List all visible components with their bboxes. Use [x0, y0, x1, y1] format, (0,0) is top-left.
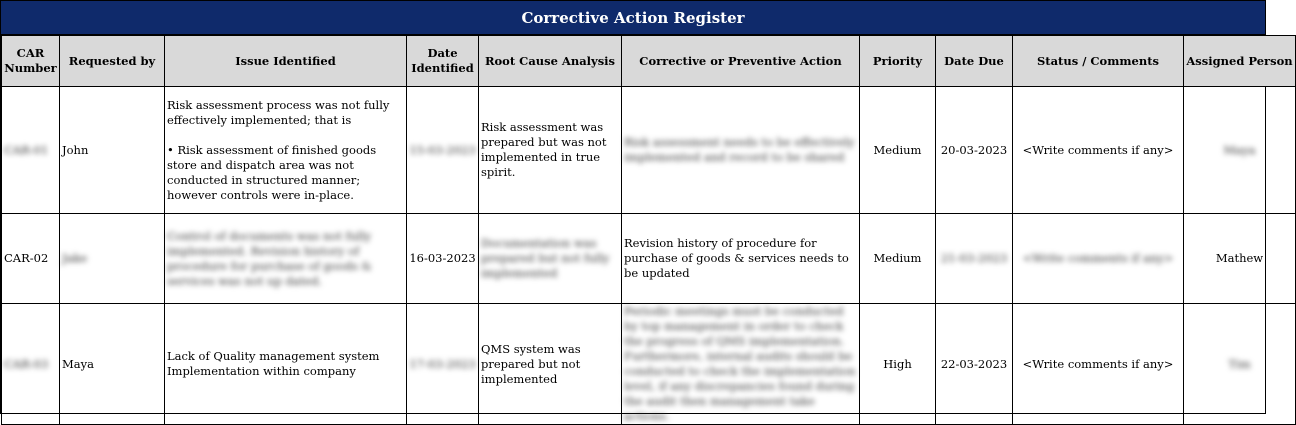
table-row [2, 87, 1296, 214]
assigned-cell[interactable]: Mathew [1184, 214, 1296, 304]
status-cell[interactable]: <Write comments if any> [1013, 304, 1184, 425]
col-header-status[interactable]: Status / Comments [1013, 36, 1184, 87]
priority-cell[interactable]: Medium [860, 214, 936, 304]
col-header-date-identified[interactable]: Date Identified [407, 36, 479, 87]
status-cell[interactable]: <Write comments if any> [1013, 87, 1184, 214]
col-header-assigned[interactable]: Assigned Person [1184, 36, 1296, 87]
date-identified-cell[interactable]: 15-03-2023 [407, 87, 479, 214]
car-number-cell[interactable]: CAR-02 [2, 214, 60, 304]
issue-bullet: • Risk assessment of finished goods store and dispatch area was not conducted in structured manner; however controls were in-place. [167, 142, 377, 202]
requested-by-cell[interactable]: Jake [60, 214, 165, 304]
register-table [1, 35, 1296, 425]
sheet-title: Corrective Action Register [1, 1, 1265, 35]
status-cell[interactable]: <Write comments if any> [1013, 214, 1184, 304]
priority-cell[interactable]: Medium [860, 87, 936, 214]
col-header-requested-by[interactable]: Requested by [60, 36, 165, 87]
col-header-issue[interactable]: Issue Identified [165, 36, 407, 87]
col-header-action[interactable]: Corrective or Preventive Action [622, 36, 860, 87]
issue-cell[interactable] [165, 87, 407, 214]
col-header-root-cause[interactable]: Root Cause Analysis [479, 36, 622, 87]
issue-cell[interactable]: Control of documents was not fully implemented. Revision history of procedure for purchase of goods & services was not up dated. [165, 214, 407, 304]
date-due-cell[interactable]: 22-03-2023 [936, 304, 1013, 425]
date-identified-cell[interactable]: 16-03-2023 [407, 214, 479, 304]
priority-cell[interactable]: High [860, 304, 936, 425]
issue-cell[interactable]: Lack of Quality management system Implementation within company [165, 304, 407, 425]
date-due-cell[interactable]: 20-03-2023 [936, 87, 1013, 214]
issue-text: Risk assessment process was not fully effectively implemented; that is [167, 97, 390, 127]
root-cause-cell[interactable]: Documentation was prepared but not fully implemented [479, 214, 622, 304]
col-header-date-due[interactable]: Date Due [936, 36, 1013, 87]
action-cell[interactable]: Periodic meetings must be conducted by top management in order to check the progress of QMS implementation. Furthermore, internal audits should be conducted to check the implementation level, if any discrepancies found during the audit then management take actions. [622, 304, 860, 425]
assigned-cell[interactable]: Tim [1184, 304, 1296, 425]
assigned-cell[interactable]: Maya [1184, 87, 1296, 214]
car-number-cell[interactable]: CAR-03 [2, 304, 60, 425]
requested-by-cell[interactable]: John [60, 87, 165, 214]
header-row [2, 36, 1296, 87]
col-header-priority[interactable]: Priority [860, 36, 936, 87]
action-cell[interactable]: Risk assessment needs to be effectively implemented and record to be shared [622, 87, 860, 214]
requested-by-cell[interactable]: Maya [60, 304, 165, 425]
table-row [2, 304, 1296, 425]
root-cause-cell[interactable]: Risk assessment was prepared but was not implemented in true spirit. [479, 87, 622, 214]
car-number-cell[interactable]: CAR-01 [2, 87, 60, 214]
date-due-cell[interactable]: 21-03-2023 [936, 214, 1013, 304]
table-row [2, 214, 1296, 304]
root-cause-cell[interactable]: QMS system was prepared but not implemented [479, 304, 622, 425]
col-header-car-number[interactable]: CAR Number [2, 36, 60, 87]
date-identified-cell[interactable]: 17-03-2023 [407, 304, 479, 425]
action-cell[interactable]: Revision history of procedure for purchase of goods & services needs to be updated [622, 214, 860, 304]
